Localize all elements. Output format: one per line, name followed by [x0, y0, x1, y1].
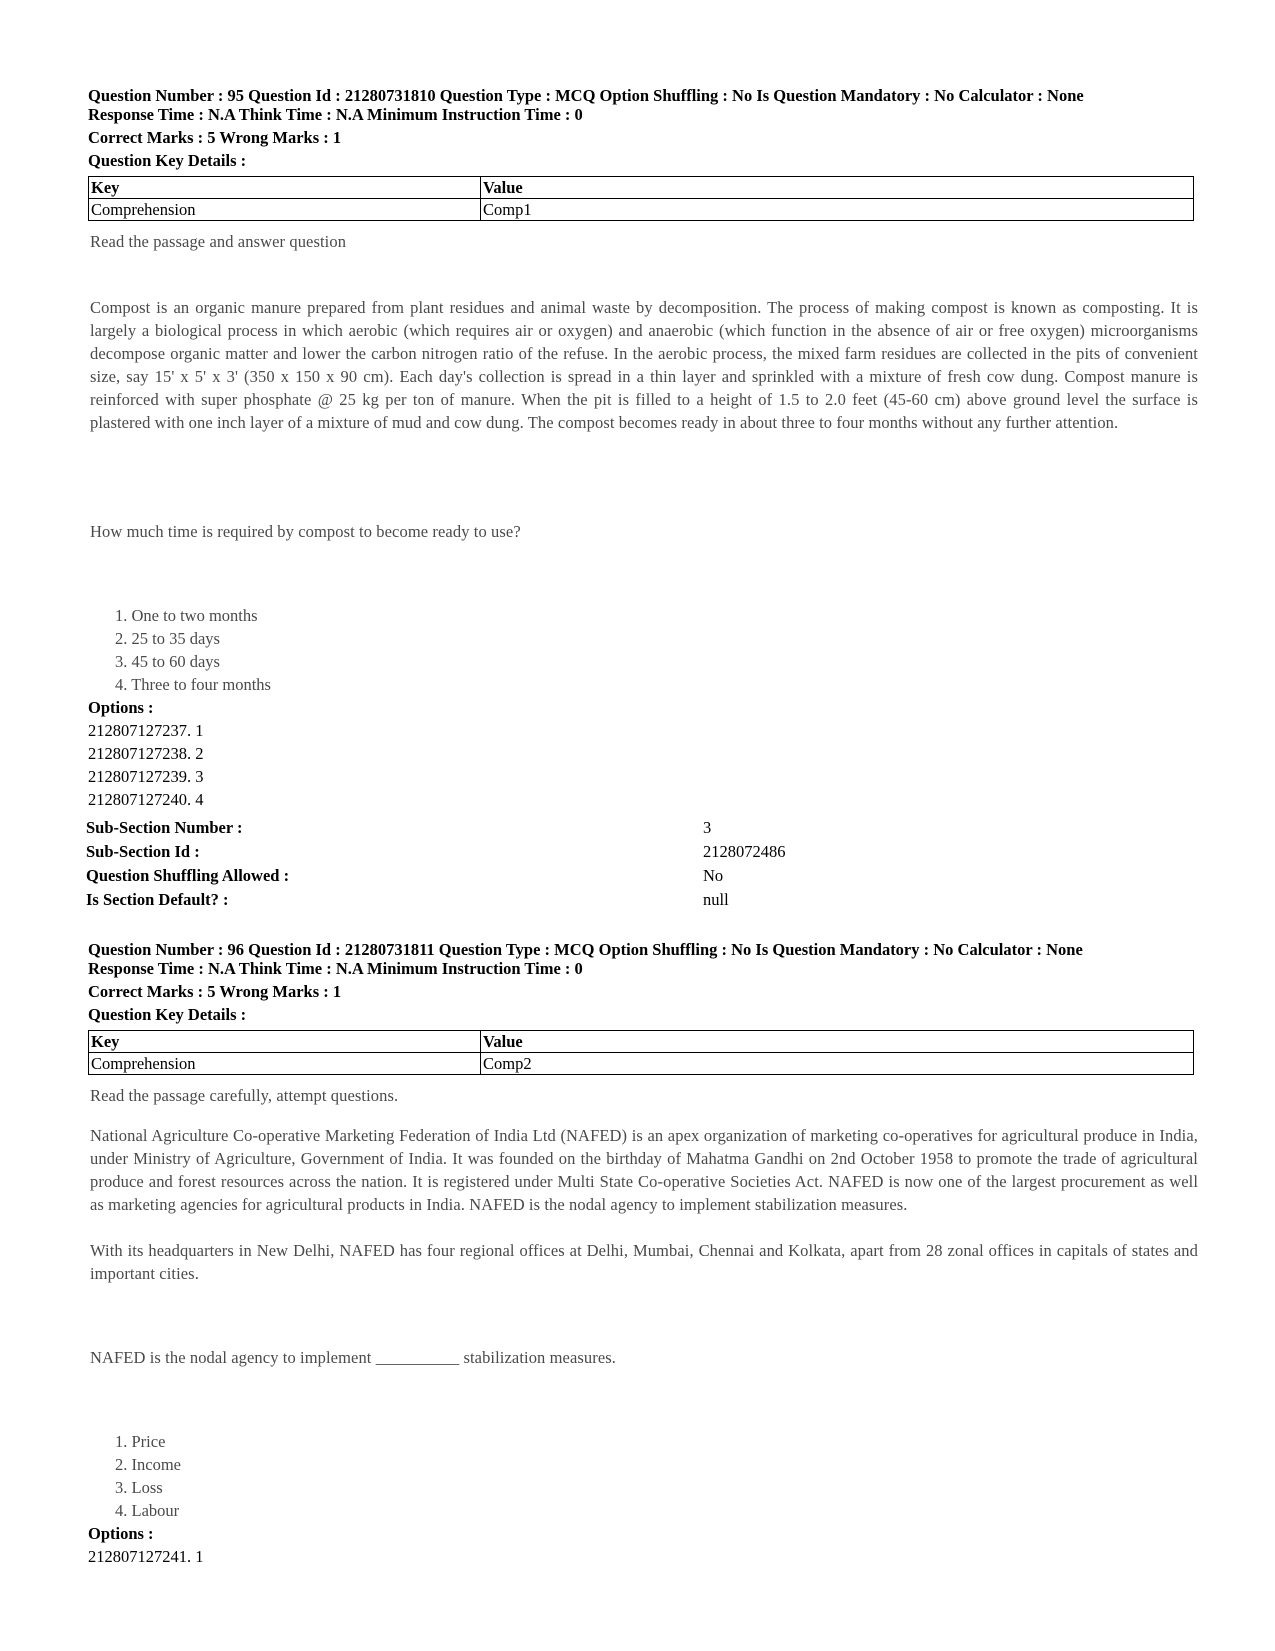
choice-item: 3. 45 to 60 days [115, 652, 220, 671]
key-cell: Comprehension [89, 1053, 481, 1075]
value-cell: Comp1 [481, 199, 1194, 221]
choice-item: 4. Labour [115, 1501, 180, 1520]
q95-instruction: Read the passage and answer question [90, 232, 347, 251]
q96-passage-paragraph-1: National Agriculture Co-operative Marketing Federation of India Ltd (NAFED) is an apex organization of marketing co-operatives for agricultural produce in India, under Ministry of Agriculture, Government of India. It was founded on the birthday of Mahatma Gandhi on 2nd October 1958 to promote the trade of agricultural produce and forest resources across the nation. It is registered under Multi State Co-operative Societies Act. NAFED is now one of the largest procurement as well as marketing agencies for agricultural products in India. NAFED is the nodal agency to implement stabilization measures. [90, 1126, 1198, 1214]
subsection-number-value: 3 [703, 818, 712, 837]
q95-key-details-label: Question Key Details : [88, 151, 247, 170]
q96-options-label: Options : [88, 1524, 154, 1543]
option-id-line: 212807127239. 3 [88, 767, 204, 786]
q95-question-text: How much time is required by compost to become ready to use? [90, 522, 521, 541]
choice-item: 2. Income [115, 1455, 181, 1474]
q96-key-table [88, 1030, 1194, 1075]
key-cell: Comprehension [89, 199, 481, 221]
choice-item: 1. Price [115, 1432, 166, 1451]
option-id-line: 212807127238. 2 [88, 744, 204, 763]
q95-options-label: Options : [88, 698, 154, 717]
question-shuffling-label: Question Shuffling Allowed : [86, 866, 290, 885]
value-cell: Comp2 [481, 1053, 1194, 1075]
q95-meta-line-1: Question Number : 95 Question Id : 21280731810 Question Type : MCQ Option Shuffling : No Is Question Mandatory : No Calculator : None [88, 86, 1084, 105]
q96-meta-line-1: Question Number : 96 Question Id : 21280731811 Question Type : MCQ Option Shuffling : No Is Question Mandatory : No Calculator : None [88, 940, 1083, 959]
option-id-line: 212807127240. 4 [88, 790, 204, 809]
subsection-number-label: Sub-Section Number : [86, 818, 243, 837]
q96-marks: Correct Marks : 5 Wrong Marks : 1 [88, 982, 342, 1001]
option-id-line: 212807127237. 1 [88, 721, 204, 740]
q96-choice-list [115, 1430, 181, 1522]
value-header: Value [481, 177, 1194, 199]
subsection-id-label: Sub-Section Id : [86, 842, 200, 861]
q96-meta-line-2: Response Time : N.A Think Time : N.A Minimum Instruction Time : 0 [88, 959, 583, 978]
section-default-label: Is Section Default? : [86, 890, 229, 909]
q95-meta-line-2: Response Time : N.A Think Time : N.A Minimum Instruction Time : 0 [88, 105, 583, 124]
key-header: Key [89, 177, 481, 199]
q95-passage: Compost is an organic manure prepared from plant residues and animal waste by decomposition. The process of making compost is known as composting. It is largely a biological process in which aerobic (which requires air or oxygen) and anaerobic (which function in the absence of air or free oxygen) microorganisms decompose organic matter and lower the carbon nitrogen ratio of the refuse. In the aerobic process, the mixed farm residues are collected in the pits of convenient size, say 15' x 5' x 3' (350 x 150 x 90 cm). Each day's collection is spread in a thin layer and sprinkled with a mixture of fresh cow dung. Compost manure is reinforced with super phosphate @ 25 kg per ton of manure. When the pit is filled to a height of 1.5 to 2.0 feet (45-60 cm) above ground level the surface is plastered with one inch layer of a mixture of mud and cow dung. The compost becomes ready in about three to four months without any further attention. [90, 298, 1198, 432]
q96-passage-paragraph-2: With its headquarters in New Delhi, NAFED has four regional offices at Delhi, Mumbai, Chennai and Kolkata, apart from 28 zonal offices in capitals of states and important cities. [90, 1241, 1198, 1283]
q96-instruction: Read the passage carefully, attempt questions. [90, 1086, 399, 1105]
q96-question-text: NAFED is the nodal agency to implement __________ stabilization measures. [90, 1348, 617, 1367]
question-shuffling-value: No [703, 866, 724, 885]
section-default-value: null [703, 890, 729, 909]
option-id-line: 212807127241. 1 [88, 1547, 204, 1566]
value-header: Value [481, 1031, 1194, 1053]
choice-item: 4. Three to four months [115, 675, 271, 694]
q96-key-details-label: Question Key Details : [88, 1005, 247, 1024]
key-header: Key [89, 1031, 481, 1053]
q95-key-table [88, 176, 1194, 221]
subsection-id-value: 2128072486 [703, 842, 786, 861]
choice-item: 3. Loss [115, 1478, 163, 1497]
q95-marks: Correct Marks : 5 Wrong Marks : 1 [88, 128, 342, 147]
q95-choice-list [115, 604, 271, 696]
choice-item: 1. One to two months [115, 606, 258, 625]
choice-item: 2. 25 to 35 days [115, 629, 220, 648]
